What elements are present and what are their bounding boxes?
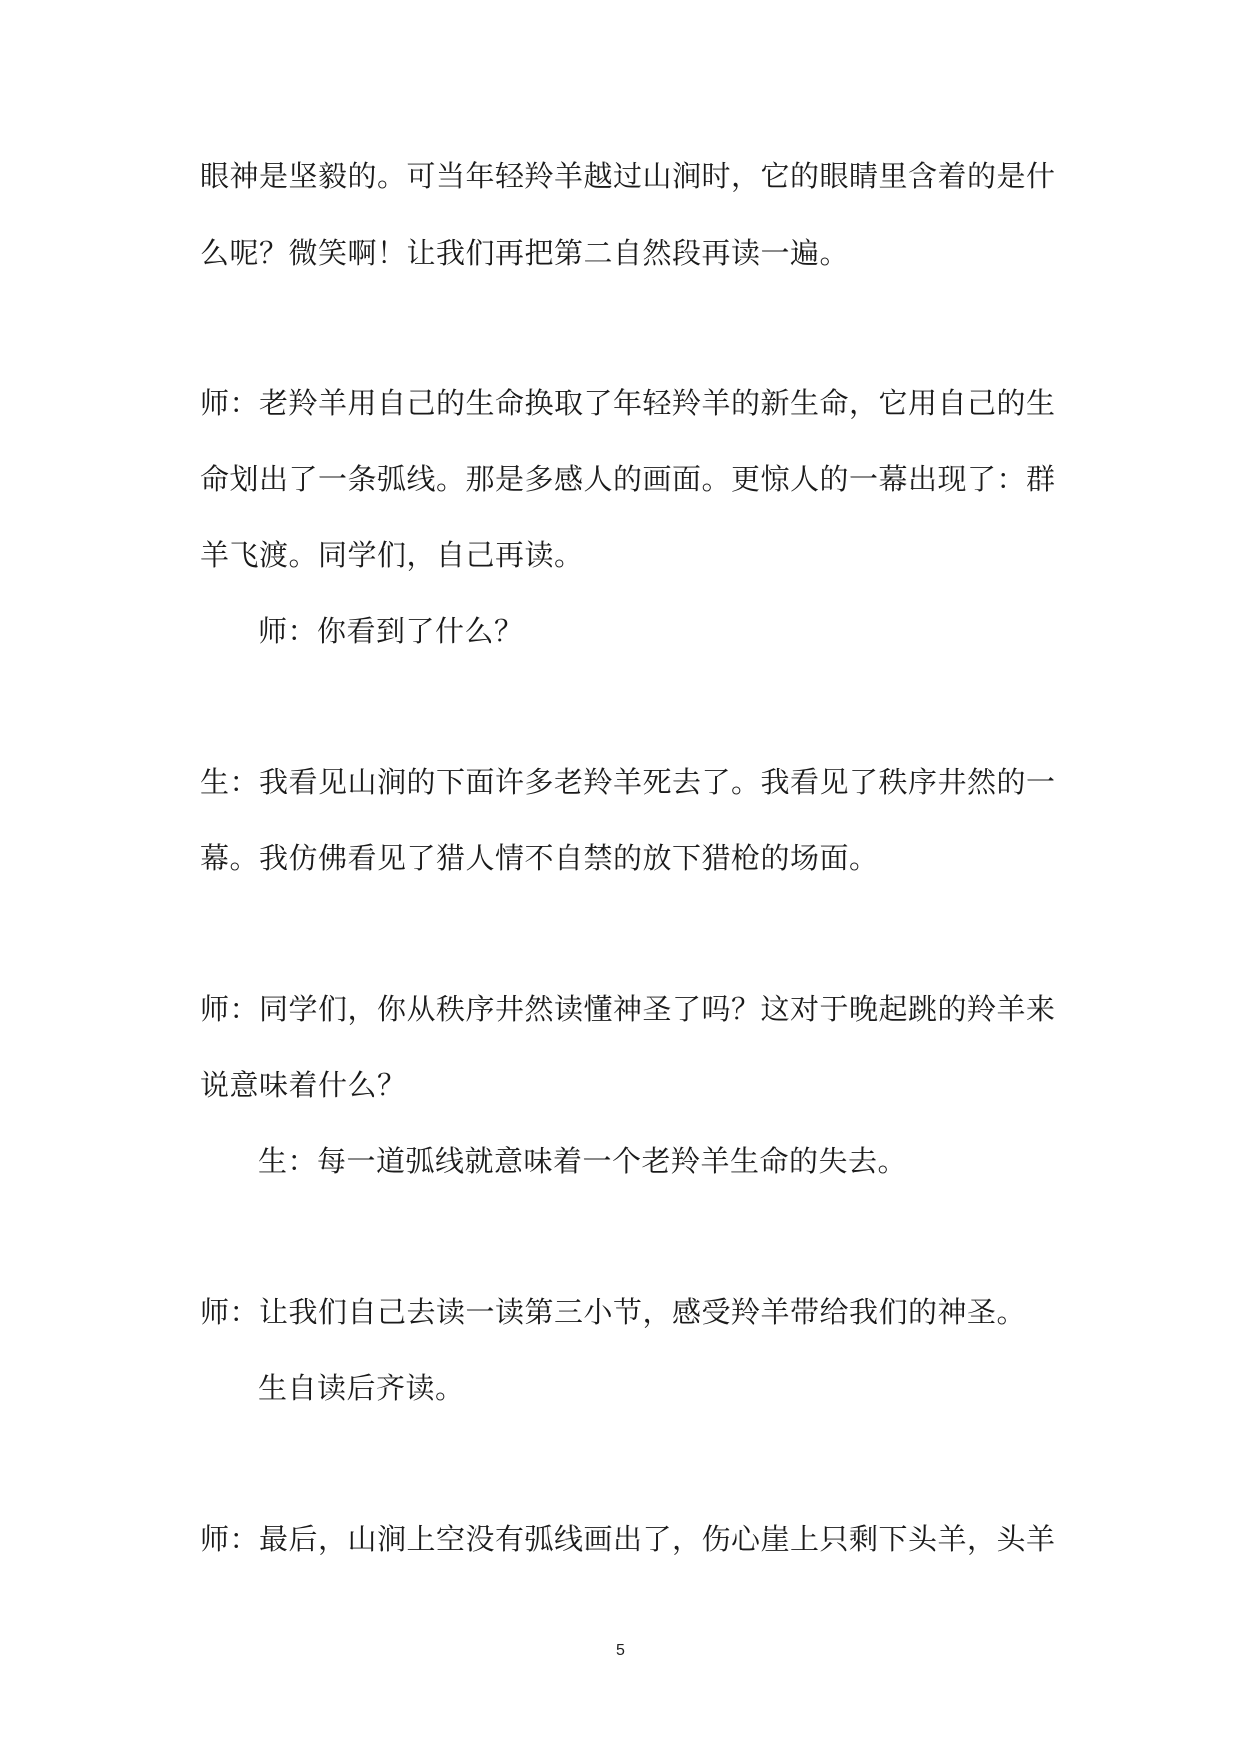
text-line: 师：老羚羊用自己的生命换取了年轻羚羊的新生命，它用自己的生 [200,386,1056,420]
text-line: 么呢？微笑啊！让我们再把第二自然段再读一遍。 [200,236,850,270]
text-line: 生：我看见山涧的下面许多老羚羊死去了。我看见了秩序井然的一 [200,765,1056,799]
text-line: 羊飞渡。同学们，自己再读。 [200,538,584,572]
text-line: 生自读后齐读。 [258,1371,465,1405]
text-line: 眼神是坚毅的。可当年轻羚羊越过山涧时，它的眼睛里含着的是什 [200,159,1056,193]
page-number: 5 [616,1642,625,1659]
text-line: 生：每一道弧线就意味着一个老羚羊生命的失去。 [258,1144,908,1178]
text-line: 师：你看到了什么？ [258,614,524,648]
text-line: 幕。我仿佛看见了猎人情不自禁的放下猎枪的场面。 [200,841,879,875]
text-line: 师：让我们自己去读一读第三小节，感受羚羊带给我们的神圣。 [200,1295,1027,1329]
text-line: 师：同学们，你从秩序井然读懂神圣了吗？这对于晚起跳的羚羊来 [200,992,1056,1026]
text-line: 说意味着什么？ [200,1068,407,1102]
text-line: 命划出了一条弧线。那是多感人的画面。更惊人的一幕出现了：群 [200,462,1056,496]
text-line: 师：最后，山涧上空没有弧线画出了，伤心崖上只剩下头羊，头羊 [200,1522,1056,1556]
